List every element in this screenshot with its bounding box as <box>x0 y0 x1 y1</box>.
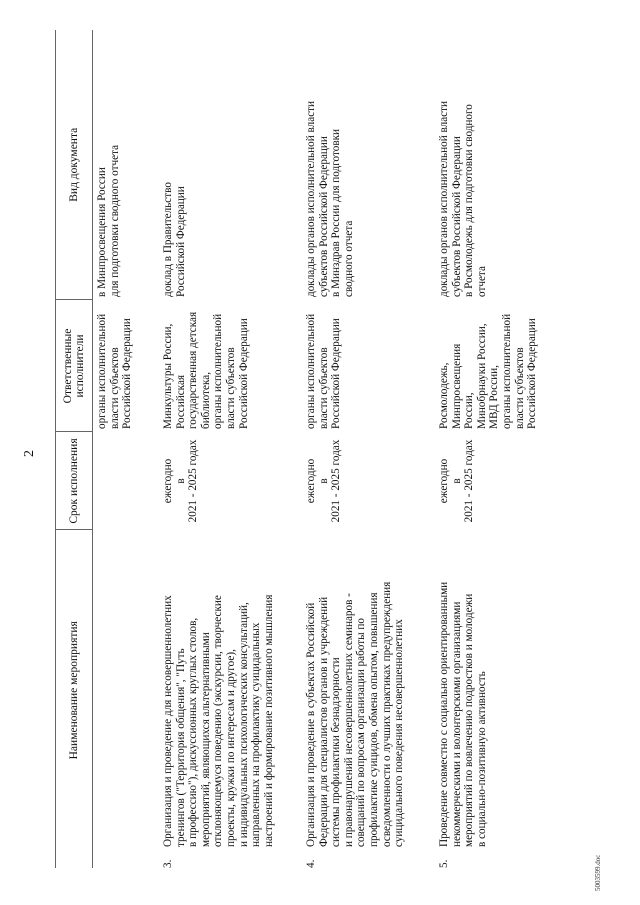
row-responsible: органы исполнительной власти субъектов Российской Федерации <box>305 313 343 429</box>
header-responsible: Ответственные исполнители <box>56 300 93 432</box>
row-document: в Минпросвещения России для подготовки сводного отчета <box>96 144 121 297</box>
table-header-row <box>56 30 93 868</box>
table-row <box>93 30 155 868</box>
row-name: Организация и проведение для несовершеннолетних тренингов ("Территория общения", "Путь в профессию"), дискуссионных круглых столов, мероприятий, являющихся альтернативными отклоняющемуся поведению (экскурсии, творческие проекты, кружки по интересам и другое), и индивидуальных психологических консультаций, направленных на профилактику суицидальных настроений и формирование позитивного мышления <box>162 594 275 847</box>
table-row <box>430 30 568 868</box>
header-number <box>56 850 93 868</box>
row-responsible: Минкультуры России, Российская государственная детская библиотека, органы исполнительной власти субъектов Российской Федерации <box>162 311 250 429</box>
header-document: Вид документа <box>56 30 93 300</box>
row-responsible: Росмолодежь, Минпросвещения России, Минобрнауки России, МВД России, органы исполнительной власти субъектов Российской Федерации <box>438 313 539 429</box>
row-deadline <box>93 432 155 530</box>
table-row <box>297 30 430 868</box>
table-row <box>154 30 297 868</box>
footer-filename: 5003599.doc <box>594 854 602 891</box>
row-number: 5. <box>438 859 450 868</box>
row-deadline: ежегодно в 2021 - 2025 годах <box>438 439 476 523</box>
row-name: Проведение совместно с социально ориентированными некоммерческими и волонтерскими организациями мероприятий по вовлечению подростков и молодежи в социально-позитивную активность <box>438 581 488 847</box>
header-deadline: Срок исполнения <box>56 432 93 530</box>
row-document: доклады органов исполнительной власти субъектов Российской Федерации в Минздрав России для подготовки сводного отчета <box>305 100 355 297</box>
row-number: 3. <box>162 859 174 868</box>
row-deadline: ежегодно в 2021 - 2025 годах <box>305 439 343 523</box>
row-number <box>93 850 155 868</box>
row-document: доклад в Правительство Российской Федерации <box>162 182 187 297</box>
row-responsible: органы исполнительной власти субъектов Российской Федерации <box>96 313 134 429</box>
action-plan-table <box>55 30 568 868</box>
row-number: 4. <box>305 859 317 868</box>
header-name: Наименование мероприятия <box>56 530 93 850</box>
row-name: Организация и проведение в субъектах Российской Федерации для специалистов органов и учреждений системы профилактики безнадзорности и правонарушений несовершеннолетних семинаров - совещаний по вопросам организации работы по профилактике суицидов, обмена опытом, повышения осведомленности о лучших практиках предупреждения суицидального поведения несовершеннолетних <box>305 581 406 847</box>
row-name <box>93 530 155 850</box>
row-deadline: ежегодно в 2021 - 2025 годах <box>162 439 200 523</box>
row-document: доклады органов исполнительной власти субъектов Российской Федерации в Росмолодежь для подготовки сводного отчета <box>438 100 488 297</box>
page-number: 2 <box>22 450 37 457</box>
